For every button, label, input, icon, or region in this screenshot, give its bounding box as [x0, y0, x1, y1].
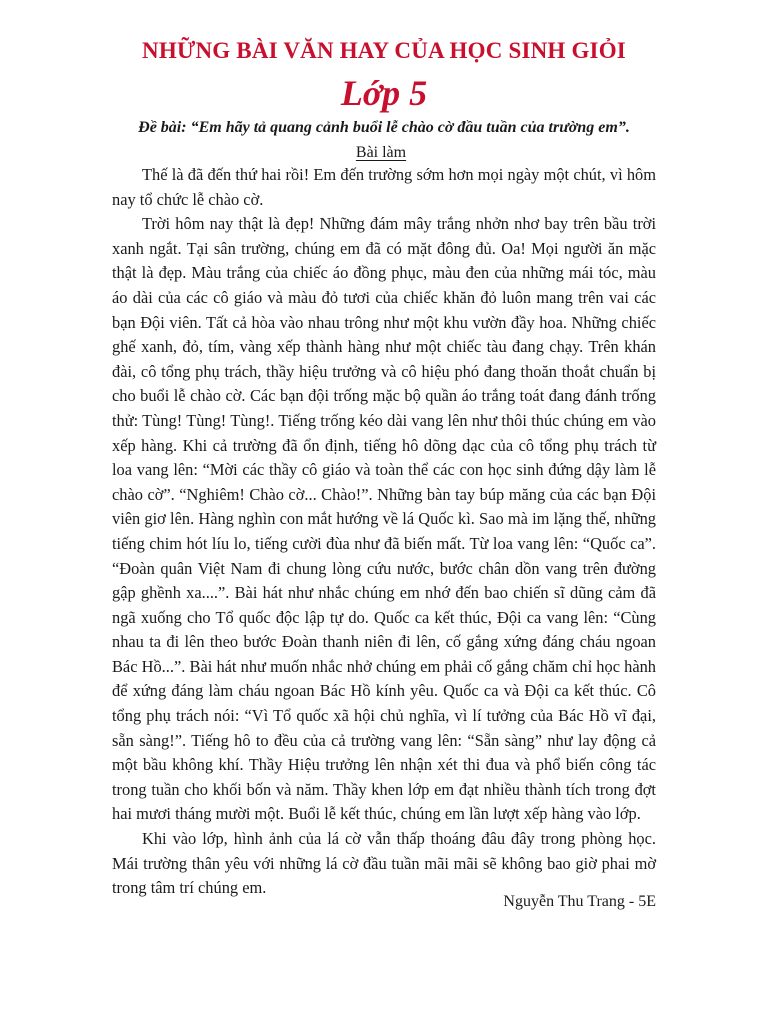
essay-label-text: Bài làm — [355, 144, 407, 161]
essay-paragraph-2: Trời hôm nay thật là đẹp! Những đám mây trắng nhởn nhơ bay trên bầu trời xanh ngắt. Tại sân trường, chúng em đã có mặt đông đủ. Oa! Mọi người ăn mặc thật là đẹp. Màu trắng của chiếc áo đồng phục, màu đen của những mái tóc, màu áo dài của các cô giáo và màu đỏ tươi của chiếc khăn đỏ luôn mang trên vai các bạn Đội viên. Tất cả hòa vào nhau trông như một khu vườn đầy hoa. Những chiếc ghế xanh, đỏ, tím, vàng xếp thành hàng như một chiếc tàu đang chạy. Trên khán đài, cô tổng phụ trách, thầy hiệu trưởng và cô hiệu phó đang thoăn thoắt chuẩn bị cho buổi lễ chào cờ. Các bạn đội trống mặc bộ quần áo trắng toát đang đánh trống thử: Tùng! Tùng! Tùng!. Tiếng trống kéo dài vang lên như thôi thúc chúng em vào xếp hàng. Khi cả trường đã ổn định, tiếng hô dõng dạc của cô tổng phụ trách từ loa vang lên: “Mời các thầy cô giáo và toàn thể các con học sinh đứng dậy làm lễ chào cờ”. “Nghiêm! Chào cờ... Chào!”. Những bàn tay búp măng của các bạn Đội viên giơ lên. Hàng nghìn con mắt hướng về lá Quốc kì. Sao mà im lặng thế, những tiếng chim hót líu lo, tiếng cười đùa như đã biến mất. Từ loa vang lên: “Quốc ca”. “Đoàn quân Việt Nam đi chung lòng cứu nước, bước chân dồn vang trên đường gập ghềnh xa....”. Bài hát như nhắc chúng em nhớ đến bao chiến sĩ dũng cảm đã ngã xuống cho Tổ quốc độc lập tự do. Quốc ca kết thúc, Đội ca vang lên: “Cùng nhau ta đi lên theo bước Đoàn thanh niên đi lên, cố gắng xứng đáng cháu ngoan Bác Hồ...”. Bài hát như muốn nhắc nhở chúng em phải cố gắng chăm chỉ học hành để xứng đáng làm cháu ngoan Bác Hồ kính yêu. Quốc ca và Đội ca kết thúc. Cô tổng phụ trách nói: “Vì Tổ quốc xã hội chủ nghĩa, vì lí tưởng của Bác Hồ vĩ đại, sẵn sàng!”. Tiếng hô to đều của cả trường vang lên: “Sẵn sàng” như lay động cả một bầu không khí. Thầy Hiệu trưởng lên nhận xét thi đua và phổ biến công tác trong tuần cho khối bốn và năm. Thầy khen lớp em đạt nhiều thành tích trong đợt hai mươi tháng mười một. Buổi lễ kết thúc, chúng em lần lượt xếp hàng vào lớp. — [112, 214, 656, 824]
document-title: NHỮNG BÀI VĂN HAY CỦA HỌC SINH GIỎI — [142, 38, 626, 63]
essay-body — [112, 163, 656, 901]
essay-label — [0, 144, 768, 162]
essay-prompt: Đề bài: “Em hãy tả quang cảnh buổi lễ chào cờ đầu tuần của trường em”. — [138, 119, 630, 136]
essay-paragraph-1: Thế là đã đến thứ hai rồi! Em đến trường sớm hơn mọi ngày một chút, vì hôm nay tổ chức lễ chào cờ. — [112, 165, 656, 209]
author-signature: Nguyễn Thu Trang - 5E — [503, 893, 656, 910]
essay-paragraph-3: Khi vào lớp, hình ảnh của lá cờ vẫn thấp thoáng đâu đây trong phòng học. Mái trường thân yêu với những lá cờ đầu tuần mãi mãi sẽ không bao giờ phai mờ trong tâm trí chúng em. — [112, 829, 656, 898]
grade-title: Lớp 5 — [340, 73, 428, 113]
